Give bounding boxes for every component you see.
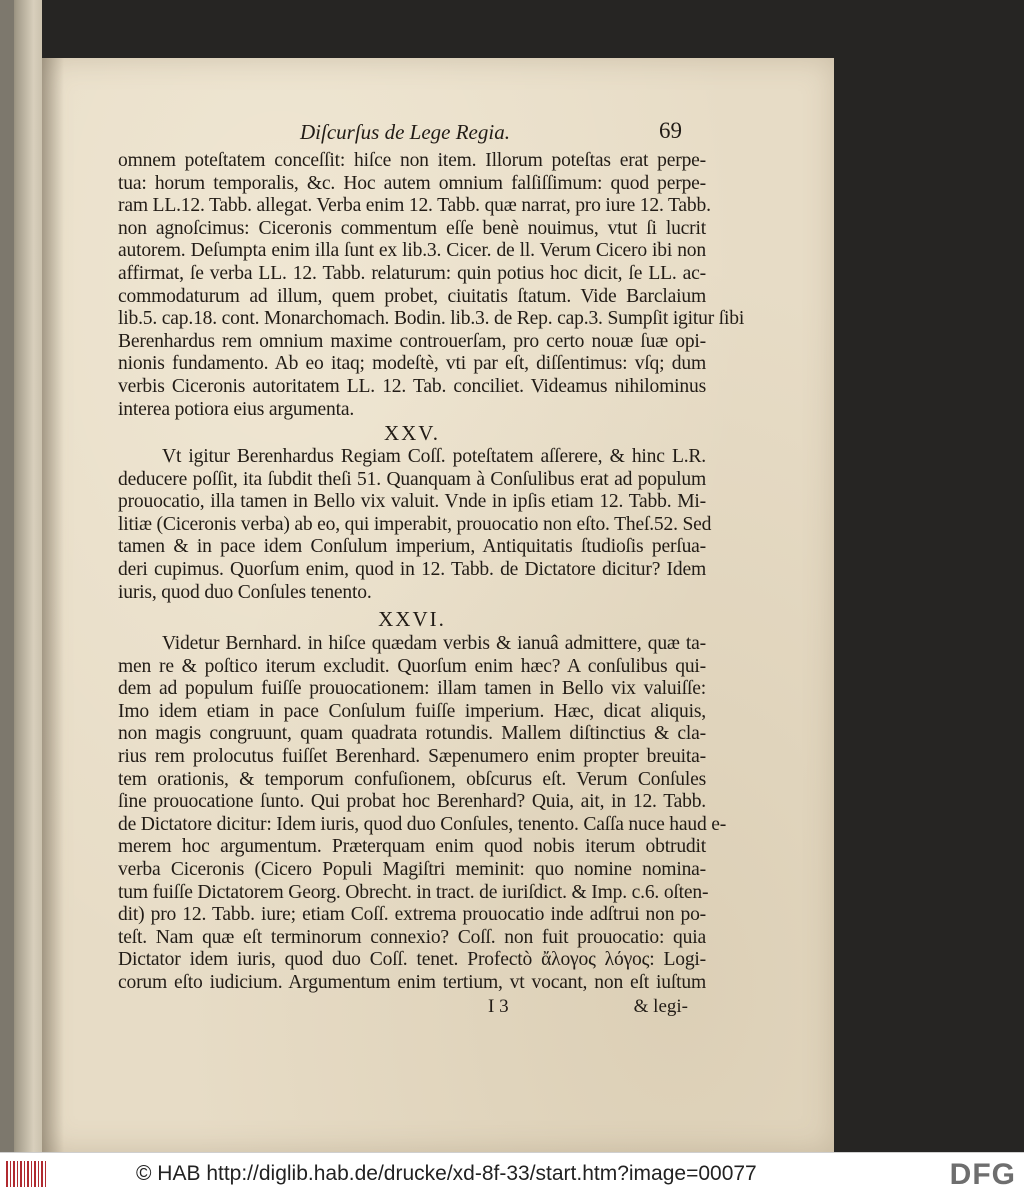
text-line: affirmat, ſe verba LL. 12. Tabb. relaturum: quin potius hoc dicit, ſe LL. ac- (118, 262, 706, 284)
text-line: verbis Ciceronis autoritatem LL. 12. Tab. conciliet. Videamus nihilominus (118, 375, 706, 397)
text-line: autorem. Deſumpta enim illa ſunt ex lib.3. Cicer. de ll. Verum Cicero ibi non (118, 240, 706, 262)
text-line: iuris, quod duo Conſules tenento. (118, 581, 372, 603)
text-line: Imo idem etiam in pace Conſulum fuiſſe imperium. Hæc, dicat aliquis, (118, 700, 706, 722)
copyright-link[interactable]: © HAB http://diglib.hab.de/drucke/xd-8f-33/start.htm?image=00077 (136, 1162, 757, 1185)
previous-page-strip (0, 0, 14, 1152)
paragraph-block-3 (118, 633, 727, 995)
viewer-footer-bar (0, 1152, 1024, 1195)
text-line: tem orationis, & temporum confuſionem, obſcurus eſt. Verum Conſules (118, 768, 706, 790)
text-line: ſine prouocatione ſunto. Qui probat hoc Berenhard? Quia, ait, in 12. Tabb. (118, 791, 706, 813)
text-line: tum fuiſſe Dictatorem Georg. Obrecht. in tract. de iuriſdict. & Imp. c.6. oſten- (118, 881, 709, 903)
text-line: merem hoc argumentum. Præterquam enim quod nobis iterum obtrudit (118, 836, 706, 858)
barcode-icon (6, 1161, 46, 1187)
text-line: omnem poteſtatem conceſſit: hiſce non item. Illorum poteſtas erat perpe- (118, 150, 706, 171)
gutter-shadow (42, 58, 64, 1152)
text-line: Videtur Bernhard. in hiſce quædam verbis & ianuâ admittere, quæ ta- (162, 633, 706, 654)
text-line: dem ad populum fuiſſe prouocationem: illam tamen in Bello vix valuiſſe: (118, 678, 706, 700)
text-line: litiæ (Ciceronis verba) ab eo, qui imperabit, prouocatio non eſto. Theſ.52. Sed (118, 513, 712, 535)
dfg-logo: DFG (949, 1158, 1016, 1191)
text-line: men re & poſtico iterum excludit. Quorſum enim hæc? A conſulibus qui- (118, 655, 706, 677)
text-line: prouocatio, illa tamen in Bello vix valuit. Vnde in ipſis etiam 12. Tabb. Mi- (118, 491, 706, 513)
section-heading-25: XXV. (383, 421, 441, 445)
text-line: rius rem prolocutus fuiſſet Berenhard. Sæpenumero enim propter breuita- (118, 745, 706, 767)
text-line: Berenhardus rem omnium maxime controuerſam, pro certo nouæ ſuæ opi- (118, 330, 706, 352)
text-line: corum eſto iudicium. Argumentum enim tertium, vt vocant, non eſt iuſtum (118, 971, 706, 993)
running-title: Diſcurſus de Lege Regia. (300, 120, 510, 144)
text-line: ram LL.12. Tabb. allegat. Verba enim 12. Tabb. quæ narrat, pro iure 12. Tabb. (118, 195, 711, 217)
paragraph-block-1 (118, 150, 745, 421)
text-line: teſt. Nam quæ eſt terminorum connexio? Coſſ. non fuit prouocatio: quia (118, 926, 706, 948)
text-line: dit) pro 12. Tabb. iure; etiam Coſſ. extrema prouocatio inde adſtrui non po- (118, 904, 706, 926)
page-header (300, 120, 690, 150)
page-number: 69 (659, 118, 682, 143)
text-line: deducere poſſit, ita ſubdit theſi 51. Quanquam à Conſulibus erat ad populum (118, 468, 706, 490)
section-heading-26: XXVI. (378, 607, 446, 631)
text-line: Dictator idem iuris, quod duo Coſſ. tenet. Profectò ἄλογος λόγος: Logi- (118, 949, 706, 971)
text-line: tamen & in pace idem Conſulum imperium, Antiquitatis ſtudioſis perſua- (118, 536, 706, 558)
text-line: non magis congruunt, quam quadrata rotundis. Mallem diſtinctius & cla- (118, 723, 706, 745)
text-line: non agnoſcimus: Ciceronis commentum eſſe benè nouimus, vtut ſi lucrit (118, 217, 706, 239)
text-line: verba Ciceronis (Cicero Populi Magiſtri meminit: quo nomine nomina- (118, 858, 706, 880)
paragraph-block-2 (118, 446, 712, 604)
text-line: lib.5. cap.18. cont. Monarchomach. Bodin. lib.3. de Rep. cap.3. Sumpſit igitur ſibi (118, 308, 745, 330)
text-line: deri cupimus. Quorſum enim, quod in 12. Tabb. de Dictatore dicitur? Idem (118, 558, 706, 580)
page-footer (118, 996, 688, 1020)
text-line: Vt igitur Berenhardus Regiam Coſſ. poteſtatem aſſerere, & hinc L.R. (162, 446, 706, 467)
signature-mark: I 3 (488, 996, 509, 1017)
text-line: commodaturum ad illum, quem probet, ciuitatis ſtatum. Vide Barclaium (118, 285, 706, 307)
text-line: nionis fundamento. Ab eo itaq; modeſtè, vti par eſt, diſſentimus: vſq; dum (118, 353, 706, 375)
text-line: interea potiora eius argumenta. (118, 398, 355, 420)
catchword: & legi- (633, 996, 688, 1017)
text-line: de Dictatore dicitur: Idem iuris, quod duo Conſules, tenento. Caſſa nuce haud e- (118, 813, 727, 835)
text-line: tua: horum temporalis, &c. Hoc autem omnium falſiſſimum: quod perpe- (118, 172, 706, 194)
